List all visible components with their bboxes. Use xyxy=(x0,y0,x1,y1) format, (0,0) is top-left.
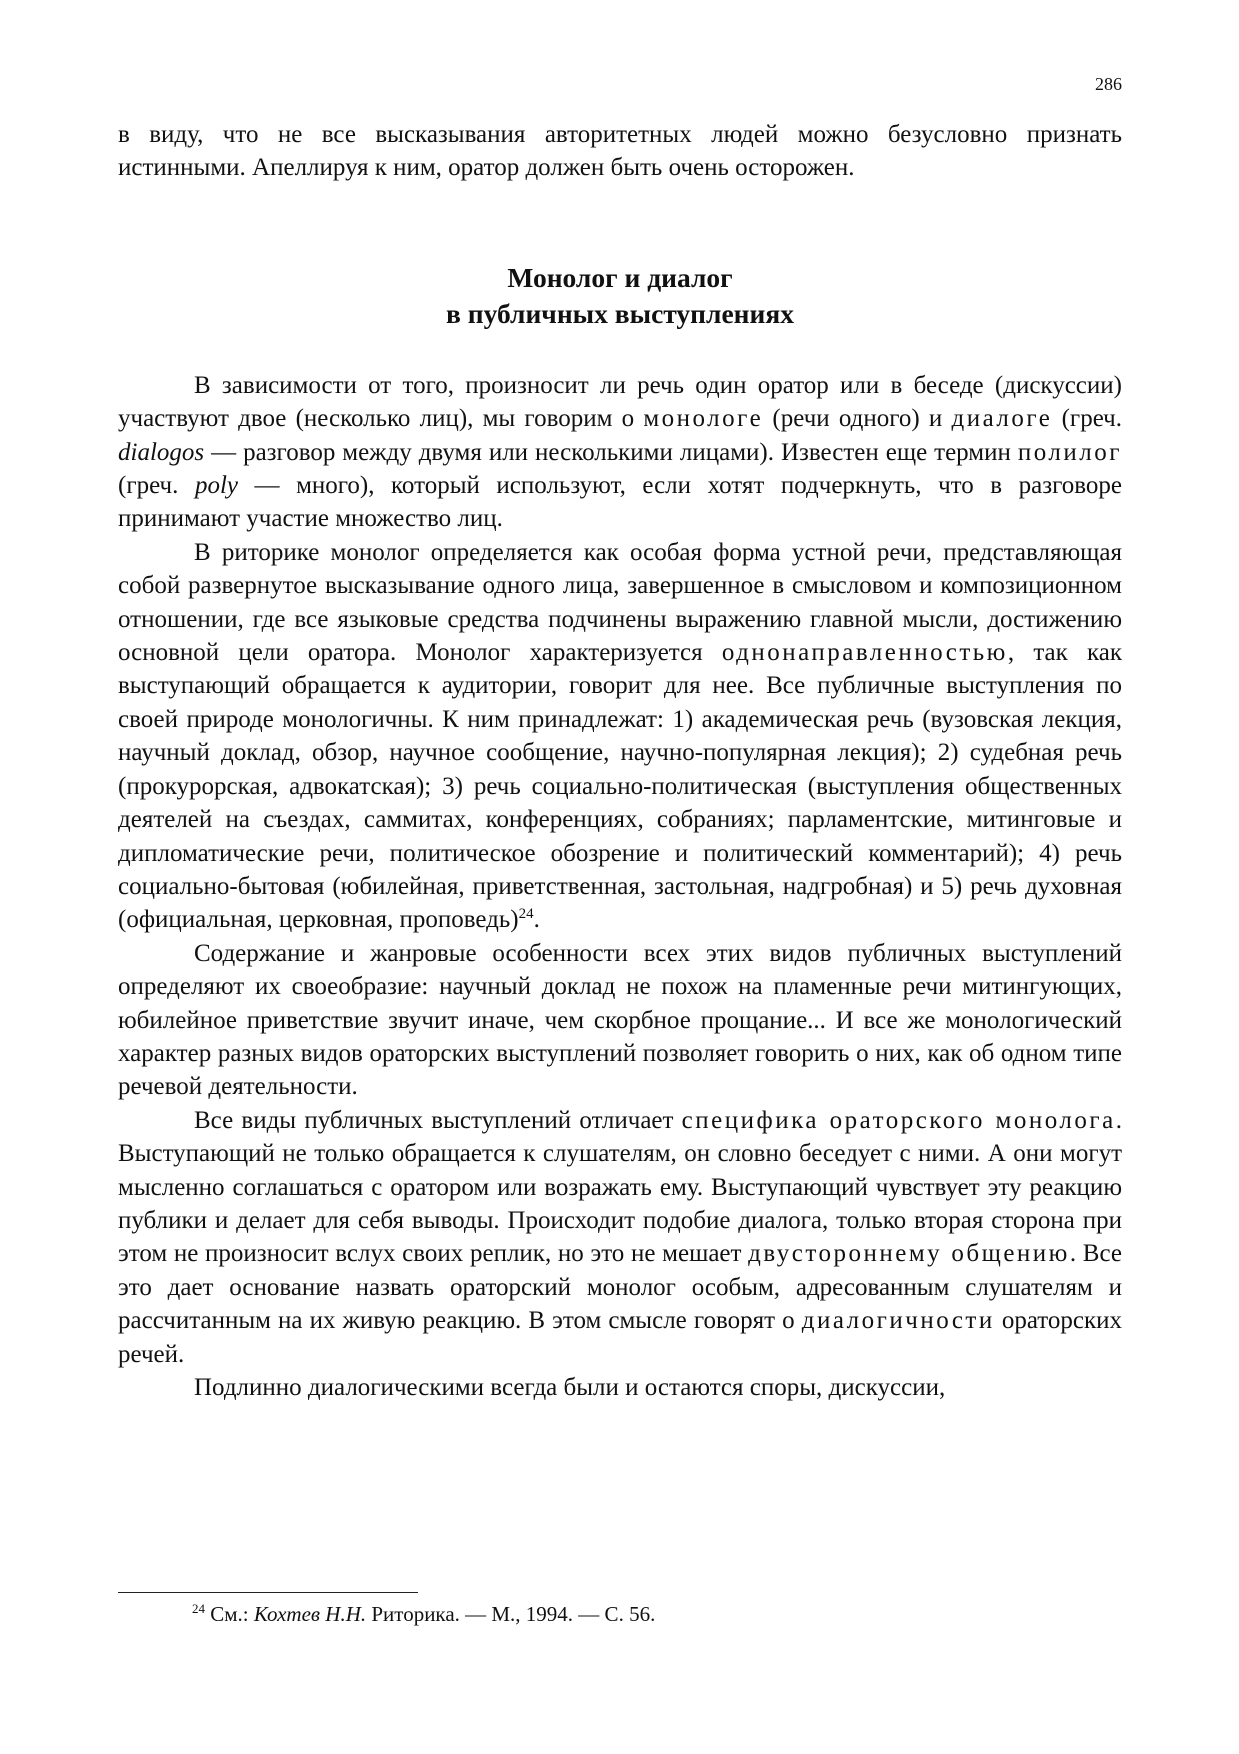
paragraph-oratorical-monolog xyxy=(118,1104,1122,1371)
footnote-prefix: См.: xyxy=(205,1602,254,1626)
paragraph-genre-features: Содержание и жанровые особенности всех этих видов публичных выступлений определяют их своеобразие: научный доклад не похож на пламенные речи митингующих, юбилейное приветствие звучит иначе, чем скорбное прощание... И все же монологический характер разных видов ораторских выступлений позволяет говорить о них, как об одном типе речевой деятельности. xyxy=(118,939,1122,1101)
text-run: — много), который используют, если хотят подчеркнуть, что в разговоре принимают участие множество лиц. xyxy=(118,472,1122,533)
footnote-divider xyxy=(118,1592,418,1593)
text-run: — разговор между двумя или несколькими лицами). Известен еще термин xyxy=(204,438,1018,466)
text-run: . xyxy=(533,906,540,934)
text-run: Все виды публичных выступлений отличает xyxy=(194,1106,682,1134)
text-run: . Все это дает основание назвать ораторский монолог особым, адресованным слушателям и рассчитанным на их живую реакцию. В этом смысле говорят о xyxy=(118,1240,1122,1335)
spaced-term-specifics: специфика ораторского монолога xyxy=(681,1106,1116,1134)
text-run: . Выступающий не только обращается к слушателям, он словно беседует с ними. А они могут мысленно соглашаться с оратором или возражать ему. Выступающий чувствует эту реакцию публики и делает для себя выводы. Происходит подобие диалога, только вторая сторона при этом не произносит вслух своих реплик, но это не мешает xyxy=(118,1106,1122,1268)
italic-term-dialogos: dialogos xyxy=(118,438,205,466)
text-run: , так как выступающий обращается к аудитории, говорит для нее. Все публичные выступления по своей природе монологичны. К ним принадлежат: 1) академическая речь (вузовская лекция, научный доклад, обзор, научное сообщение, научно-популярная лекция); 2) судебная речь (прокурорская, адвокатская); 3) речь социально-политическая (выступления общественных деятелей на съездах, саммитах, конференциях, собраниях; парламентские, митинговые и дипломатические речи, политическое обозрение и политический комментарий); 4) речь социально-бытовая (юбилейная, приветственная, застольная, надгробная) и 5) речь духовная (официальная, церковная, проповедь) xyxy=(118,639,1123,934)
text-run: (речи одного) и xyxy=(763,405,952,433)
spaced-term-unidirectionality: однонаправленностью xyxy=(721,639,1008,667)
section-heading xyxy=(118,260,1122,332)
footnote-source: Риторика. — М., 1994. — С. 56. xyxy=(366,1602,656,1626)
paragraph-dialogic-disputes: Подлинно диалогическими всегда были и остаются споры, дискуссии, xyxy=(194,1374,946,1401)
text-run: (греч. xyxy=(118,472,195,500)
text-run: (греч. xyxy=(1052,405,1122,433)
spaced-term-dialogicity: диалогичности xyxy=(801,1307,995,1335)
footnote-author: Кохтев Н.Н. xyxy=(253,1602,367,1626)
footnote xyxy=(192,1600,1092,1628)
text-run: ораторских речей. xyxy=(118,1307,1122,1368)
spaced-term-polilog: полилог xyxy=(1017,438,1122,466)
spaced-term-two-way-communication: двустороннему общению xyxy=(748,1240,1070,1268)
footnote-reference: 24 xyxy=(518,906,534,923)
italic-term-poly: poly xyxy=(194,472,238,500)
continuation-paragraph: в виду, что не все высказывания авторитетных людей можно безусловно признать истинными. Апеллируя к ним, оратор должен быть очень осторожен. xyxy=(118,121,1122,182)
section-heading-line-2: в публичных выступлениях xyxy=(446,297,794,329)
text-run: В риторике монолог определяется как особая форма устной речи, представляющая собой развернутое высказывание одного лица, завершенное в смысловом и композиционном отношении, где все языковые средства подчинены выражению главной мысли, достижению основной цели оратора. Монолог характеризуется xyxy=(118,538,1122,667)
spaced-term-dialog: диалоге xyxy=(951,405,1053,433)
text-run: В зависимости от того, произносит ли речь один оратор или в беседе (дискуссии) участвуют двое (несколько лиц), мы говорим о xyxy=(118,371,1122,433)
paragraph-monolog-in-rhetoric xyxy=(118,536,1122,937)
paragraph-monolog-dialog-definition xyxy=(118,369,1122,536)
section-heading-line-1: Монолог и диалог xyxy=(507,261,733,293)
spaced-term-monolog: монологе xyxy=(643,405,764,433)
footnote-marker: 24 xyxy=(192,1601,205,1616)
page-number: 286 xyxy=(1095,74,1122,94)
page-body xyxy=(118,118,1122,1404)
